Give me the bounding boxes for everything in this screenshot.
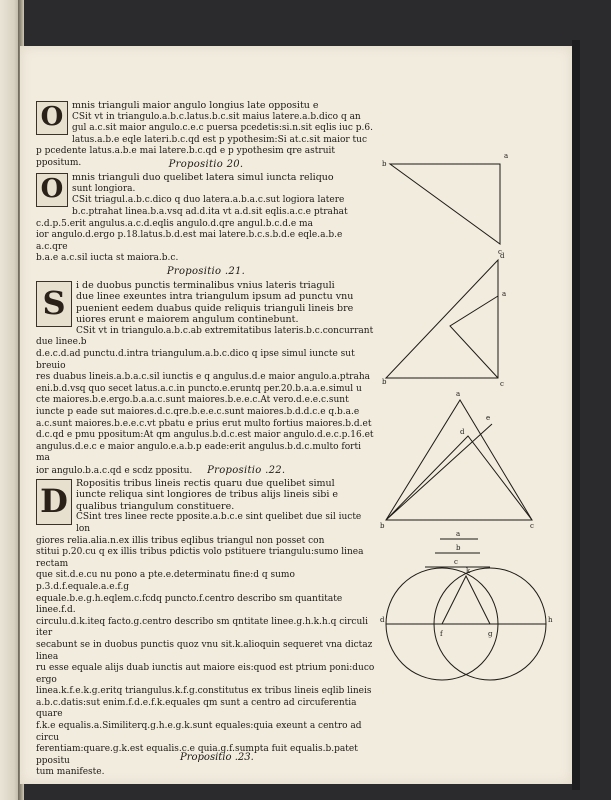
figures-svg [380,146,580,746]
text-line: cte maiores.b.e.ergo.b.a.a.c.sunt maiores.b.e.e.c.At vero.d.e.e.c.sunt [36,395,349,406]
text-line: angulus.d.e.c e maior angulo.e.a.b.p eade:erit angulus.b.d.c.multo forti ma [36,441,361,464]
text-line-part: ior angulo.b.a.c.qd e scdz ppositu. [36,466,193,476]
drop-initial: S [36,281,72,327]
text-line: c.d.p.5.erit angulus.a.c.d.eqlis angulo.d.qre angul.b.c.d.e ma [36,218,313,229]
label-e: e [486,414,491,422]
text-line: d.e.c.d.ad punctu.d.intra triangulum.a.b.c.dico q ipse simul iuncte sut breuio [36,349,355,371]
interior-lines [386,424,532,520]
book-page [20,46,572,784]
text-line: uiores erunt e maiorem angulum continebunt. [76,314,299,326]
figure-triangle-2 [382,252,506,388]
label-c: c [530,522,534,530]
text-line: iuncte p eade sut maiores.d.c.qre.b.e.e.c.sunt maiores.b.d.d.c.e q.b.a.e [36,407,360,418]
text-line: a.c.sunt maiores.b.e.e.c.vt pbatu e prius erut multo fortius maiores.b.d.et [36,418,372,429]
label-d: d [500,252,505,260]
text-line: ferentiam:quare.g.k.est equalis.c.e quia.g.f.sumpta fuit equalis.b.patet ppositu [36,744,358,766]
label-d: d [380,616,385,624]
figure-triangle-1 [382,152,508,256]
text-line: stitui p.20.cu q ex illis tribus pdictis volo pstituere triangulu:sumo linea rectam [36,547,364,569]
label-k: k [466,567,471,575]
drop-initial: D [36,479,72,525]
text-line: i de duobus punctis terminalibus vnius lateris triaguli [76,279,335,291]
text-line: f.k.e equalis.a.Similiterq.g.h.e.g.k.sunt equales:quia exeunt a centro ad circu [36,721,362,743]
text-line: ppositum. [36,157,82,168]
triangle-inner-lines [450,296,498,378]
text-line: secabunt se in duobus punctis quoz vnu sit.k.alioquin sequeret vna dictaz linea [36,639,373,662]
text-line [36,465,376,478]
text-line: CSit triagul.a.b.c.dico q duo latera.a.b.a.c.sut logiora latere [72,195,345,206]
text-line: ior angulo.d.ergo p.18.latus.b.d.est mai latere.b.c.s.b.d.e eqle.a.b.e a.c.qre [36,230,343,252]
label-b: b [382,160,387,168]
label-line-c: c [454,558,458,566]
label-c: c [500,380,504,388]
proposition-heading: Propositio .21. [166,265,246,277]
text-line: due linee exeuntes intra triangulum ipsum ad punctu vnu [76,291,354,303]
proposition-21-text [36,280,376,478]
label-d: d [460,428,465,436]
label-g: g [488,630,493,638]
text-line: equale.b.e.g.h.eqlem.c.fcdq puncto.f.centro describo sm quantitate linee.f.d. [36,593,343,616]
label-a: a [502,290,507,298]
label-line-a: a [456,530,461,538]
triangle-kfg [442,576,490,624]
label-f: f [440,630,443,638]
triangle-abc-3 [386,400,532,520]
figure-circles [380,530,553,680]
label-h: h [548,616,553,624]
label-b: b [382,378,387,386]
label-b: b [380,522,385,530]
drop-initial: O [36,101,68,135]
proposition-20-text [36,172,376,265]
text-line: mnis trianguli duo quelibet latera simul iuncta reliquo [72,172,334,184]
text-line: circulu.d.k.iteq facto.g.centro describo sm qntitate linee.g.h.k.h.q circuli iter [36,616,369,639]
proposition-19-text [36,100,376,170]
text-line: puenient eedem duabus quide reliquis trianguli lineis bre [76,302,354,314]
text-line: res duabus lineis.a.b.a.c.sil iunctis e q angulus.d.e maior angulo.a.ptraha [36,372,371,383]
text-line: CSit vt in triangulo.a.b.c.latus.b.c.sit maius latere.a.b.dico q an [72,111,361,122]
text-line: Ropositis tribus lineis rectis quaru due quelibet simul [76,477,335,489]
triangle-abc [390,164,500,244]
text-line: iuncte reliqua sint longiores de tribus alijs lineis sibi e [76,489,339,501]
text-line: giores relia.alia.n.ex illis tribus eqlibus triangul non posset con [36,535,325,546]
text-line: qualibus triangulum constituere. [76,500,235,512]
label-a: a [456,390,461,398]
text-line: b.c.ptrahat linea.b.a.vsq ad.d.ita vt a.d.sit eqlis.a.c.e ptrahat [72,206,348,217]
text-line: p pcedente latus.a.b.e mai latere.b.c.qd e p ypothesim qre astruit [36,146,335,157]
text-line: linea.k.f.e.k.g.eritq triangulus.k.f.g.constitutus ex tribus lineis eqlib lineis [36,686,372,697]
text-line: d.c.qd e pmu ppositum:At qm angulus.b.d.c.est maior angulo.d.e.c.p.16.et [36,430,374,441]
proposition-heading: Propositio .22. [207,465,286,476]
facing-page-edge [0,0,20,800]
text-line: CSint tres linee recte pposite.a.b.c.e sint quelibet due sil iucte lon [76,512,362,534]
proposition-22-text [36,478,376,779]
text-line: mnis trianguli maior angulo longius late oppositu e [72,100,319,111]
label-line-b: b [456,544,461,552]
drop-initial: O [36,173,68,207]
text-line: tum manifeste. [36,767,105,778]
text-line: a.b.c.datis:sut enim.f.d.e.f.k.equales qm sunt a centro ad circuferentia quare [36,697,357,720]
proposition-heading-footer: Propositio .23. [180,752,254,763]
text-column [36,100,376,779]
text-line: eni.b.d.vsq quo secet latus.a.c.in puncto.e.eruntq per.20.b.a.a.e.simul u [36,383,362,394]
text-line: latus.a.b.e eqle lateri.b.c.qd est p ypothesim:Si at.c.sit maior tuc [72,134,368,145]
geometric-figures [380,146,580,746]
label-c: c [498,248,502,256]
text-line: sunt longiora. [72,183,136,194]
text-line: CSit vt in triangulo.a.b.c.ab extremitatibus lateris.b.c.concurrant due linee.b [36,325,374,348]
text-line: que sit.d.e.cu nu pono a pte.e.determinatu fine:d q sumo p.3.d.f.equale.a.e.f.g [36,570,295,592]
figure-triangle-3 [380,390,534,530]
proposition-heading: Propositio 20. [168,158,244,170]
text-line: ru esse equale alijs duab iunctis aut maiore eis:quod est ptrium poni:duco ergo [36,663,375,685]
text-line: b.a.e a.c.sil iucta st maiora.b.c. [36,253,179,264]
text-line: gul a.c.sit maior angulo.c.e.c puersa pcedetis:si.n.sit eqlis iuc p.6. [72,123,373,134]
label-a: a [504,152,509,160]
